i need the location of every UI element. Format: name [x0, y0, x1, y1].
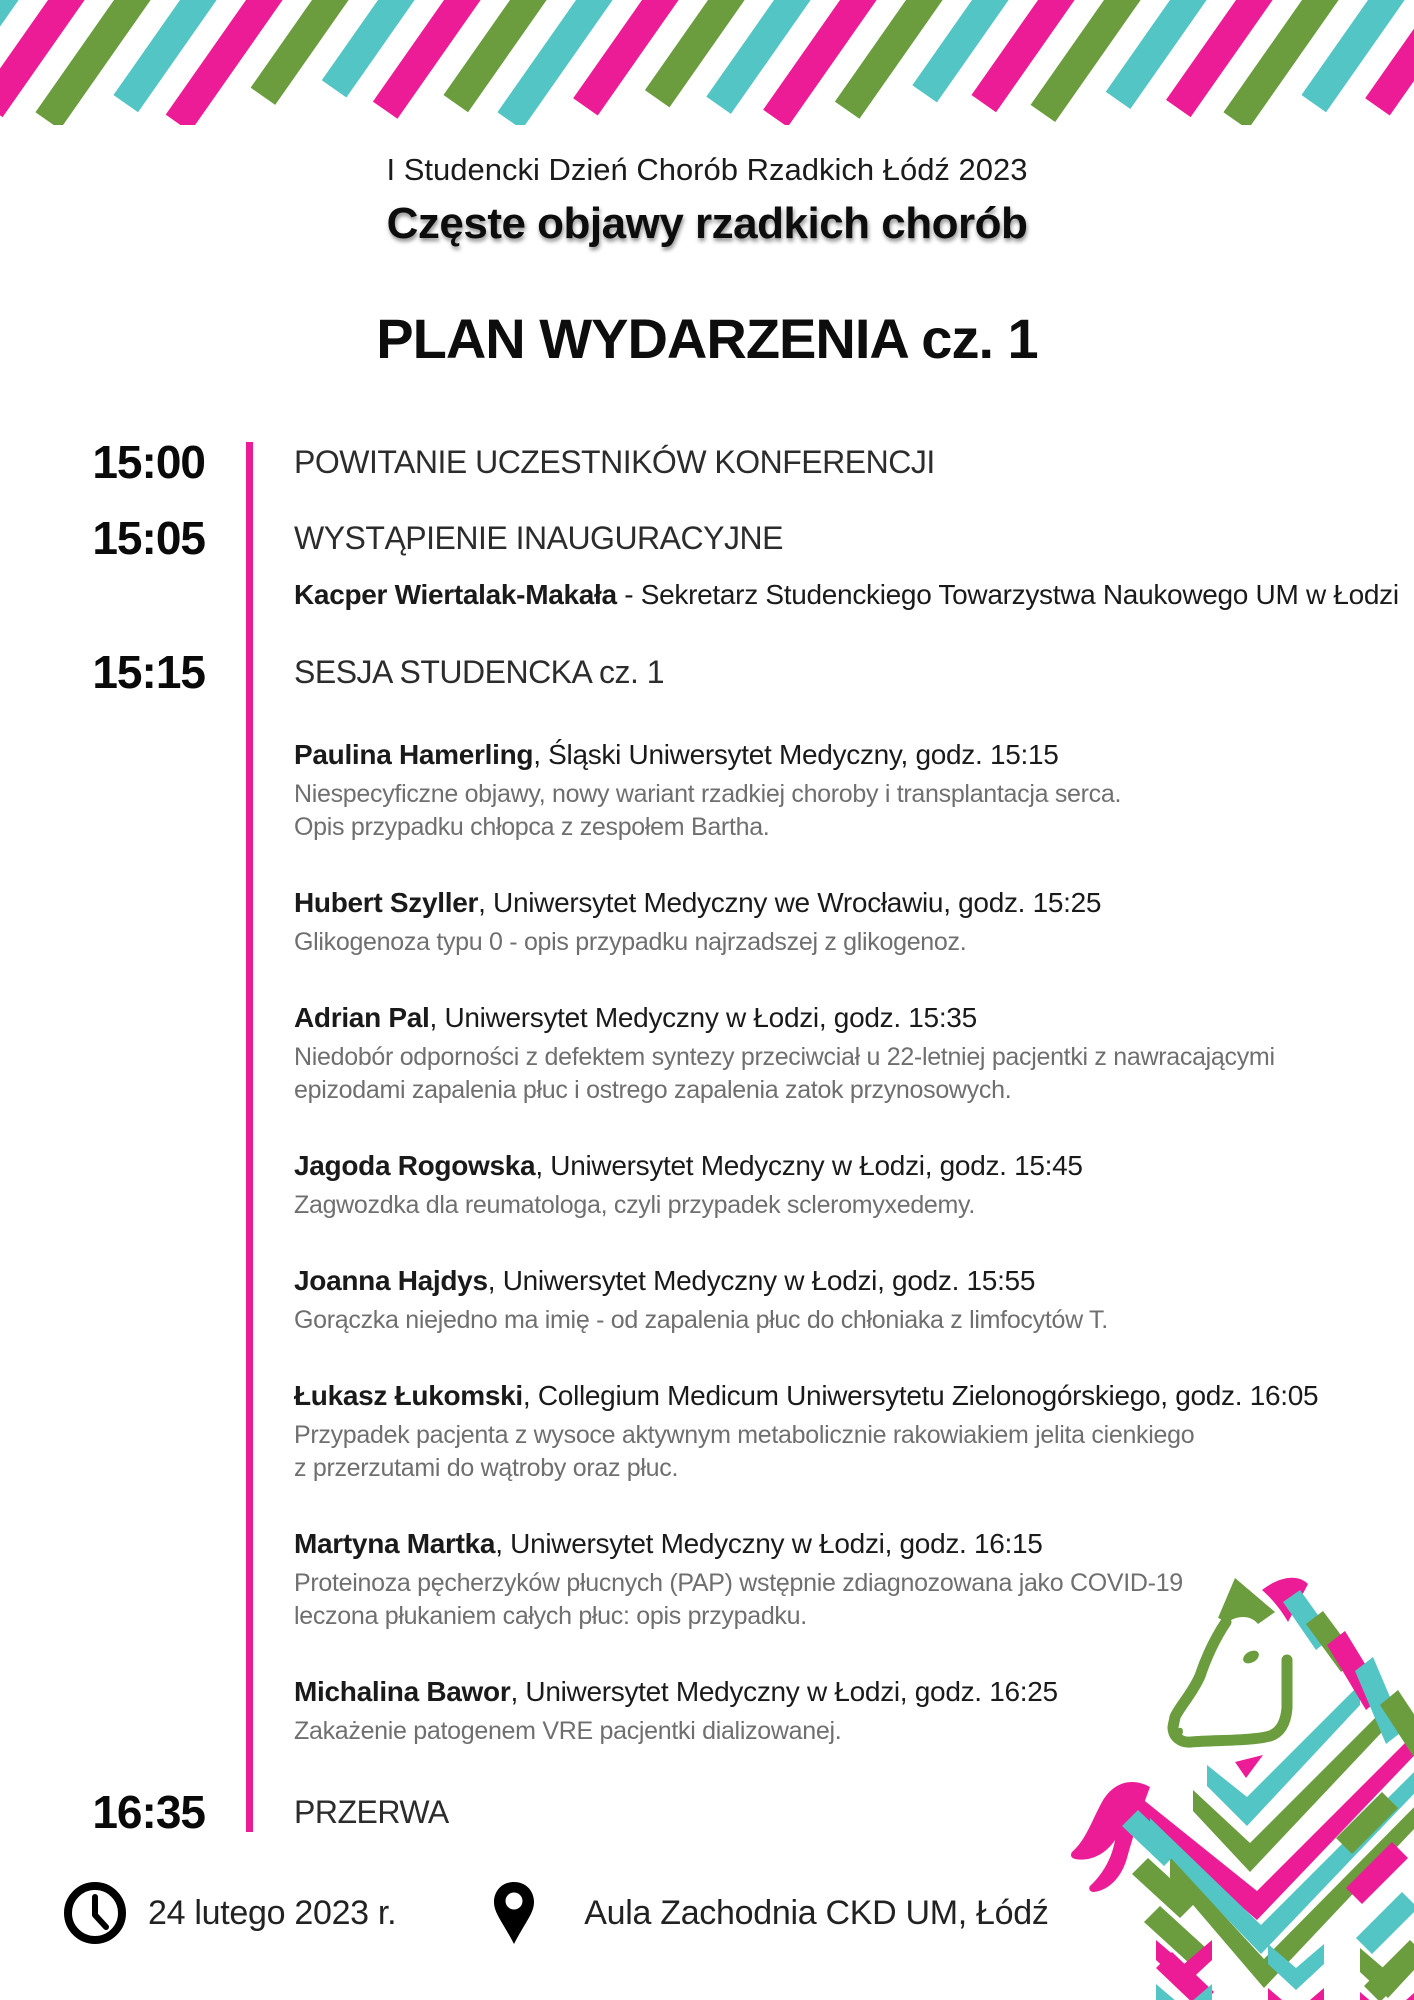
- talk-meta: , Uniwersytet Medyczny w Łodzi, godz. 16:15: [495, 1528, 1043, 1559]
- speaker-line: [294, 578, 1414, 612]
- talk-description: Zagwozdka dla reumatologa, czyli przypadek scleromyxedemy.: [294, 1191, 976, 1219]
- talk-description: Glikogenoza typu 0 - opis przypadku najrzadszej z glikogenoz.: [294, 928, 967, 956]
- talk-meta: , Uniwersytet Medyczny w Łodzi, godz. 15:35: [429, 1002, 977, 1033]
- page-title: PLAN WYDARZENIA cz. 1: [376, 307, 1038, 370]
- time-label: 15:00: [92, 436, 205, 488]
- talk-meta: , Uniwersytet Medyczny w Łodzi, godz. 15:45: [535, 1150, 1083, 1181]
- row-title: POWITANIE UCZESTNIKÓW KONFERENCJI: [294, 444, 935, 480]
- header: [0, 0, 1414, 370]
- zebra-illustration: [1030, 1540, 1414, 2000]
- talk-speaker: Jagoda Rogowska: [294, 1150, 536, 1181]
- talk-speaker: Joanna Hajdys: [294, 1265, 488, 1296]
- talk-description: Przypadek pacjenta z wysoce aktywnym metabolicznie rakowiakiem jelita cienkiego z przerzutami do wątroby oraz płuc.: [294, 1421, 1195, 1482]
- timeline-divider: [246, 442, 253, 1832]
- talk-description: Niedobór odporności z defektem syntezy przeciwciał u 22-letniej pacjentki z nawracającymi epizodami zapalenia płuc i ostrego zapalenia zatok przynosowych.: [294, 1043, 1275, 1104]
- time-label: 15:15: [92, 646, 205, 698]
- talk-speaker: Paulina Hamerling: [294, 739, 534, 770]
- talk-description: Proteinoza pęcherzyków płucnych (PAP) wstępnie zdiagnozowana jako COVID-19 leczona płukaniem całych płuc: opis przypadku.: [294, 1569, 1183, 1630]
- talk-meta: , Collegium Medicum Uniwersytetu Zielonogórskiego, godz. 16:05: [522, 1380, 1319, 1411]
- speaker-name: Kacper Wiertalak-Makała: [294, 579, 617, 610]
- event-venue: Aula Zachodnia CKD UM, Łódź: [584, 1893, 1049, 1932]
- row-title: PRZERWA: [294, 1794, 449, 1830]
- event-name-line: I Studencki Dzień Chorób Rzadkich Łódź 2023: [386, 152, 1028, 187]
- talk-description: Niespecyficzne objawy, nowy wariant rzadkiej choroby i transplantacja serca. Opis przypadku chłopca z zespołem Bartha.: [294, 780, 1122, 841]
- talk-speaker: Michalina Bawor: [294, 1676, 511, 1707]
- talk-description: Zakażenie patogenem VRE pacjentki dializowanej.: [294, 1717, 842, 1745]
- schedule-row-welcome: [0, 438, 1414, 486]
- talk-meta: , Uniwersytet Medyczny w Łodzi, godz. 15:55: [487, 1265, 1036, 1296]
- speaker-meta: - Sekretarz Studenckiego Towarzystwa Naukowego UM w Łodzi: [616, 579, 1399, 610]
- event-date: 24 lutego 2023 r.: [148, 1893, 397, 1932]
- talk-item: [294, 1149, 1414, 1222]
- talk-meta: , Uniwersytet Medyczny w Łodzi, godz. 16:25: [510, 1676, 1058, 1707]
- talk-speaker: Łukasz Łukomski: [294, 1380, 523, 1411]
- row-title: SESJA STUDENCKA cz. 1: [294, 654, 665, 690]
- talk-item: [294, 1001, 1414, 1107]
- time-label: 16:35: [92, 1786, 205, 1838]
- time-label: 15:05: [92, 512, 205, 564]
- row-title: WYSTĄPIENIE INAUGURACYJNE: [294, 520, 783, 556]
- talk-speaker: Martyna Martka: [294, 1528, 496, 1559]
- talk-item: [294, 886, 1414, 959]
- talk-item: [294, 1379, 1414, 1485]
- event-title: Częste objawy rzadkich chorób: [386, 199, 1028, 248]
- schedule-row-inauguration: [0, 514, 1414, 612]
- talk-meta: , Śląski Uniwersytet Medyczny, godz. 15:15: [533, 739, 1059, 770]
- talk-speaker: Adrian Pal: [294, 1002, 430, 1033]
- talk-description: Gorączka niejedno ma imię - od zapalenia płuc do chłoniaka z limfocytów T.: [294, 1306, 1108, 1334]
- talk-speaker: Hubert Szyller: [294, 887, 479, 918]
- talk-meta: , Uniwersytet Medyczny we Wrocławiu, godz. 15:25: [478, 887, 1102, 918]
- clock-icon: [62, 1880, 128, 1946]
- talk-item: [294, 738, 1414, 844]
- location-pin-icon: [492, 1880, 536, 1946]
- footer: [62, 1880, 1049, 1946]
- talk-item: [294, 1264, 1414, 1337]
